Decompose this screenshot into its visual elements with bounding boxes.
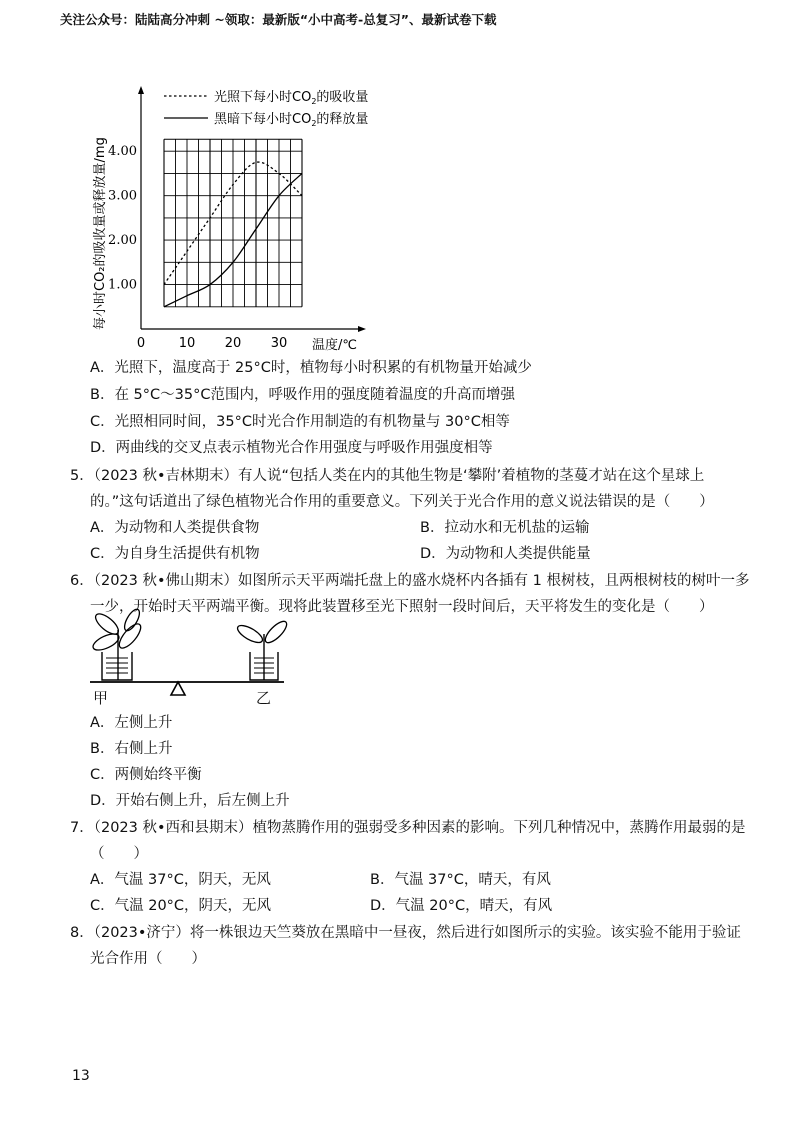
x-tick-label: 0 (136, 336, 146, 351)
legend-label: 光照下每小时$CO_2$的吸收量 (214, 90, 369, 106)
x-axis-label: 温度/℃ (312, 338, 357, 353)
q4-option-a: A．光照下，温度高于 25°C时，植物每小时积累的有机物量开始减少 (90, 360, 532, 376)
q5-option-a: A．为动物和人类提供食物 (90, 520, 260, 536)
q7-stem-line2: （ ） (90, 846, 148, 862)
q6-label-right: 乙 (256, 689, 272, 707)
q7-option-c: C．气温 20°C，阴天，无风 (90, 898, 272, 914)
q6-option-d: D．开始右侧上升，后左侧上升 (90, 793, 290, 809)
left-beaker (91, 608, 144, 680)
q7-option-b: B．气温 37°C，晴天，有风 (370, 872, 551, 888)
q5-stem-line2: 的。”这句话道出了绿色植物光合作用的重要意义。下列关于光合作用的意义说法错误的是（ ） (90, 494, 714, 510)
q8-stem-line1: 8．（2023•济宁）将一株银边天竺葵放在黑暗中一昼夜，然后进行如图所示的实验。该实验不能用于验证 (70, 925, 741, 941)
q6-option-c: C．两侧始终平衡 (90, 767, 202, 783)
y-tick-label: 1.00 (108, 277, 137, 293)
q5-option-b: B．拉动水和无机盐的运输 (420, 520, 590, 536)
q7-option-a: A．气温 37°C，阴天，无风 (90, 872, 271, 888)
chart-ticks (108, 144, 287, 351)
y-axis-arrow (138, 86, 144, 94)
x-tick-label: 10 (178, 336, 196, 351)
q5-option-d: D．为动物和人类提供能量 (420, 546, 591, 562)
q7-stem-line1: 7．（2023 秋•西和县期末）植物蒸腾作用的强弱受多种因素的影响。下列几种情况中，蒸腾作用最弱的是 (70, 820, 746, 836)
q6-stem-line1: 6．（2023 秋•佛山期末）如图所示天平两端托盘上的盛水烧杯内各插有 1 根树枝，且两根树枝的树叶一多 (70, 573, 750, 589)
y-axis-label: 每小时CO₂的吸收量或释放量/mg (93, 137, 108, 330)
legend-label: 黑暗下每小时$CO_2$的释放量 (214, 112, 369, 128)
q5-option-c: C．为自身生活提供有机物 (90, 546, 260, 562)
x-tick-label: 30 (270, 336, 288, 351)
q7-option-d: D．气温 20°C，晴天，有风 (370, 898, 553, 914)
q6-stem-line2: 一少，开始时天平两端平衡。现将此装置移至光下照射一段时间后，天平将发生的变化是（ ） (90, 599, 714, 615)
chart-grid (164, 139, 302, 307)
page-header: 关注公众号：陆陆高分冲刺 ~领取：最新版“小中高考-总复习”、最新试卷下载 (60, 12, 497, 27)
q8-stem-line2: 光合作用（ ） (90, 951, 206, 967)
right-beaker (235, 618, 290, 680)
page-number: 13 (72, 1068, 90, 1084)
q6-option-b: B．右侧上升 (90, 741, 173, 757)
q6-label-left: 甲 (93, 689, 109, 707)
q6-option-a: A．左侧上升 (90, 715, 173, 731)
q4-option-c: C．光照相同时间，35°C时光合作用制造的有机物量与 30°C相等 (90, 414, 510, 430)
x-tick-label: 20 (224, 336, 242, 351)
q5-stem-line1: 5．（2023 秋•吉林期末）有人说“包括人类在内的其他生物是‘攀附’着植物的茎蔓才站在这个星球上 (70, 468, 705, 484)
q4-option-d: D．两曲线的交叉点表示植物光合作用强度与呼吸作用强度相等 (90, 440, 493, 456)
y-tick-label: 2.00 (108, 233, 137, 249)
y-tick-label: 3.00 (108, 188, 137, 204)
x-axis-arrow (358, 326, 366, 332)
co2-temperature-chart (80, 82, 400, 357)
y-tick-label: 4.00 (108, 144, 137, 160)
chart-legend (164, 89, 368, 128)
q4-option-b: B．在 5°C～35°C范围内，呼吸作用的强度随着温度的升高而增强 (90, 387, 515, 403)
